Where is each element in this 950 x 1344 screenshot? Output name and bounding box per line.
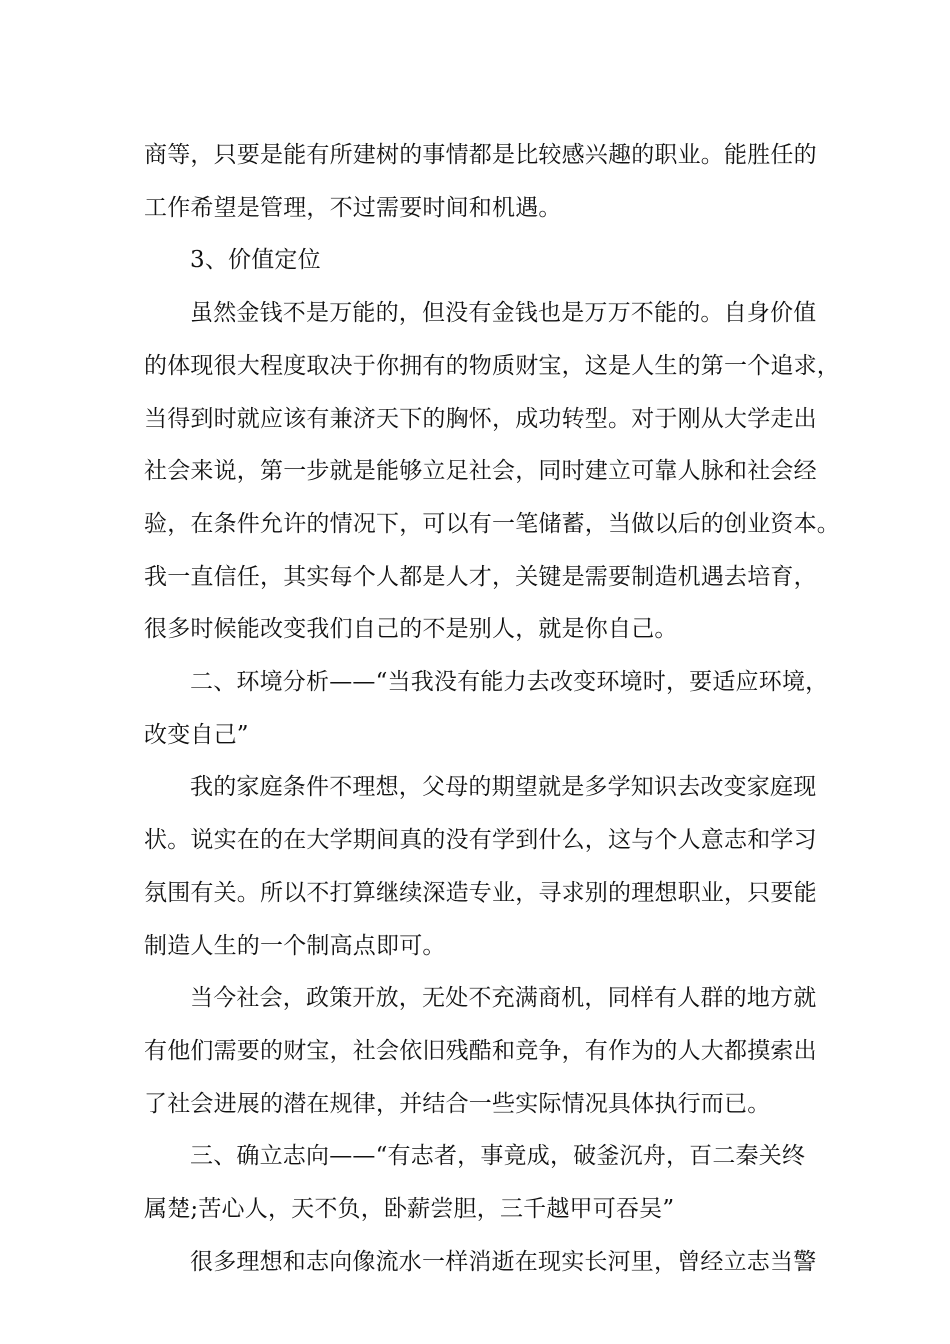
section-heading-cont: 属楚;苦心人，天不负，卧薪尝胆，三千越甲可吞吴”: [144, 1196, 675, 1223]
text-line: 有他们需要的财宝，社会依旧残酷和竞争，有作为的人大都摸索出: [144, 1037, 817, 1064]
text-line: 氛围有关。所以不打算继续深造专业，寻求别的理想职业，只要能: [144, 879, 817, 906]
text-line: 商等，只要是能有所建树的事情都是比较感兴趣的职业。能胜任的: [144, 142, 817, 168]
section-heading: 二、环境分析——“当我没有能力去改变环境时，要适应环境，: [190, 669, 829, 696]
text-line: 状。说实在的在大学期间真的没有学到什么，这与个人意志和学习: [144, 827, 817, 854]
text-line: 制造人生的一个制高点即可。: [144, 932, 446, 959]
text-line: 我的家庭条件不理想，父母的期望就是多学知识去改变家庭现: [190, 774, 817, 801]
document-body: [144, 129, 840, 1288]
text-line: 社会来说，第一步就是能够立足社会，同时建立可靠人脉和社会经: [144, 458, 817, 485]
text-line: 我一直信任，其实每个人都是人才，关键是需要制造机遇去培育，: [144, 563, 817, 590]
text-line: 虽然金钱不是万能的，但没有金钱也是万万不能的。自身价值: [190, 300, 817, 327]
section-heading: 三、确立志向——“有志者，事竟成，破釜沉舟，百二秦关终: [190, 1143, 806, 1170]
text-line: 的体现很大程度取决于你拥有的物质财宝，这是人生的第一个追求，: [144, 352, 840, 379]
text-line: 验，在条件允许的情况下，可以有一笔储蓄，当做以后的创业资本。: [144, 510, 840, 537]
section-heading: 3、价值定位: [190, 247, 321, 274]
text-line: 了社会进展的潜在规律，并结合一些实际情况具体执行而已。: [144, 1090, 771, 1117]
text-line: 当今社会，政策开放，无处不充满商机，同样有人群的地方就: [190, 985, 817, 1012]
text-line: 很多理想和志向像流水一样消逝在现实长河里，曾经立志当警: [190, 1248, 817, 1275]
text-line: 当得到时就应该有兼济天下的胸怀，成功转型。对于刚从大学走出: [144, 405, 817, 432]
text-line: 工作希望是管理，不过需要时间和机遇。: [144, 194, 562, 221]
text-line: 很多时候能改变我们自己的不是别人，就是你自己。: [144, 616, 678, 643]
section-heading-cont: 改变自己”: [144, 721, 249, 748]
